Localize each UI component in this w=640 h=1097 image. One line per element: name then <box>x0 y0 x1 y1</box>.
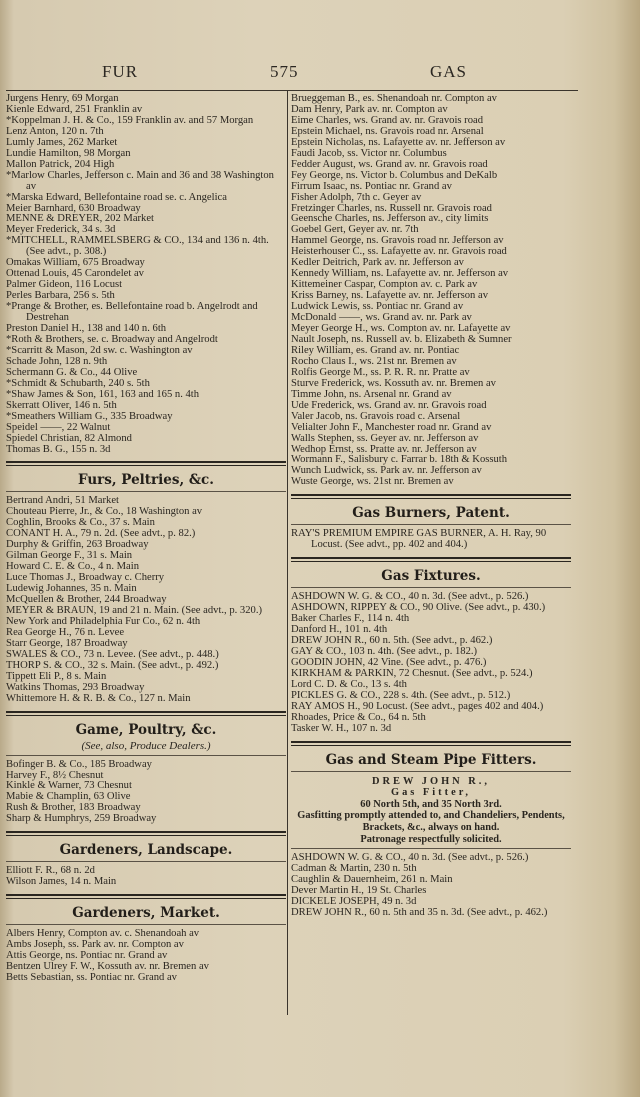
section-rule <box>291 524 571 525</box>
directory-entry: Wedhop Ernst, ss. Pratte av. nr. Jefferson av <box>291 443 477 455</box>
directory-entry: Eime Charles, ws. Grand av. nr. Gravois road <box>291 114 484 126</box>
directory-entry: Heisterhouser C., ss. Lafayette av. nr. Gravois road <box>291 246 507 258</box>
directory-entry: Fedder August, ws. Grand av. nr. Gravois road <box>291 158 488 170</box>
directory-entry: Watkins Thomas, 293 Broadway <box>6 681 145 693</box>
directory-entry: Hammel George, ns. Gravois road nr. Jefferson av <box>291 235 504 247</box>
running-head-left: FUR <box>102 62 139 81</box>
section-heading: Gardeners, Market. <box>72 905 220 922</box>
section-heading: Game, Poultry, &c. <box>75 721 217 738</box>
directory-entry: *MITCHELL, RAMMELSBERG & CO., 134 and 136 n. 4th. (See advt., p. 308.) <box>6 235 269 258</box>
directory-section <box>6 831 286 888</box>
directory-entry: Elliott F. R., 68 n. 2d <box>6 865 95 877</box>
directory-entry: Ambs Joseph, ss. Park av. nr. Compton av <box>6 939 184 951</box>
directory-entry: *Scarritt & Mason, 2d sw. c. Washington av <box>6 344 193 356</box>
directory-entry: Ludewig Johannes, 35 n. Main <box>6 583 137 595</box>
directory-entry: Fey George, ns. Victor b. Columbus and DeKalb <box>291 169 498 181</box>
directory-entry: Geensche Charles, ns. Jefferson av., city limits <box>291 213 489 225</box>
left-column <box>6 94 286 984</box>
directory-entry: GOODIN JOHN, 42 Vine. (See advt., p. 476.) <box>291 656 487 668</box>
section-rule <box>6 491 286 492</box>
directory-entry: DICKELE JOSEPH, 49 n. 3d <box>291 895 417 907</box>
ad-body: Gasfitting promptly attended to, and Chandeliers, Pendents, Brackets, &c., always on hand. <box>297 810 565 833</box>
directory-entry: Kennedy William, ns. Lafayette av. nr. Jefferson av <box>291 268 509 280</box>
directory-entry: Baker Charles F., 114 n. 4th <box>291 613 410 625</box>
directory-entry: RAY'S PREMIUM EMPIRE GAS BURNER, A. H. Ray, 90 Locust. (See advt., pp. 402 and 404.) <box>291 528 547 551</box>
directory-entry: Mabie & Champlin, 63 Olive <box>6 791 131 803</box>
directory-entry: Rhoades, Price & Co., 64 n. 5th <box>291 711 426 723</box>
directory-entry: Meyer Frederick, 34 s. 3d <box>6 224 116 236</box>
section-subheading: (See, also, Produce Dealers.) <box>81 739 211 752</box>
directory-entry: Albers Henry, Compton av. c. Shenandoah av <box>6 928 200 940</box>
directory-entry: Kriss Barney, ns. Lafayette av. nr. Jefferson av <box>291 290 488 302</box>
directory-entry: SWALES & CO., 73 n. Levee. (See advt., p. 448.) <box>6 648 219 660</box>
directory-entry: Wuste George, ws. 21st nr. Bremen av <box>291 476 454 488</box>
directory-entry: Brueggeman B., es. Shenandoah nr. Compton av <box>291 93 497 104</box>
directory-entry: Wormann F., Salisbury c. Farrar b. 18th & Kossuth <box>291 454 508 466</box>
section-double-rule <box>291 741 571 746</box>
directory-entry: Preston Daniel H., 138 and 140 n. 6th <box>6 323 167 335</box>
directory-entry: Ottenad Louis, 45 Carondelet av <box>6 268 144 280</box>
directory-entry: Kedler Deitrich, Park av. nr. Jefferson av <box>291 257 464 269</box>
directory-entry: Bofinger B. & Co., 185 Broadway <box>6 758 152 770</box>
directory-entry: *Smeathers William G., 335 Broadway <box>6 410 173 422</box>
running-head-right: GAS <box>430 62 468 81</box>
directory-entry: Schermann G. & Co., 44 Olive <box>6 366 138 378</box>
directory-entry: DREW JOHN R., 60 n. 5th and 35 n. 3d. (See advt., p. 462.) <box>291 906 548 918</box>
directory-entry: Gilman George F., 31 s. Main <box>6 550 133 562</box>
directory-entry: Valer Jacob, ns. Gravois road c. Arsenal <box>291 410 461 422</box>
section-double-rule <box>6 831 286 836</box>
directory-entry: New York and Philadelphia Fur Co., 62 n. 4th <box>6 615 201 627</box>
advertisement-box <box>291 776 571 846</box>
directory-entry: Whittemore H. & R. B. & Co., 127 n. Main <box>6 692 191 704</box>
section-double-rule <box>291 557 571 562</box>
directory-section <box>6 94 286 455</box>
section-heading: Gas and Steam Pipe Fitters. <box>325 751 537 768</box>
directory-entry: McDonald ——, ws. Grand av. nr. Park av <box>291 312 472 324</box>
directory-entry: Omakas William, 675 Broadway <box>6 257 145 269</box>
directory-entry: Palmer Gideon, 116 Locust <box>6 279 123 291</box>
directory-entry: Dam Henry, Park av. nr. Compton av <box>291 103 448 115</box>
directory-entry: Spiedel Christian, 82 Almond <box>6 432 132 444</box>
directory-entry: ASHDOWN, RIPPEY & CO., 90 Olive. (See advt., p. 430.) <box>291 602 546 614</box>
directory-entry: Tippett Eli P., 8 s. Main <box>6 670 107 682</box>
directory-entry: Lundie Hamilton, 98 Morgan <box>6 147 131 159</box>
directory-entry: Caughlin & Dauernheim, 261 n. Main <box>291 874 453 886</box>
directory-entry: MENNE & DREYER, 202 Market <box>6 213 155 225</box>
directory-entry: Fisher Adolph, 7th c. Geyer av <box>291 191 422 203</box>
section-double-rule <box>6 894 286 899</box>
ad-name: DREW JOHN R., <box>372 775 490 787</box>
directory-entry: Ude Frederick, ws. Grand av. nr. Gravois road <box>291 399 487 411</box>
directory-entry: Faudi Jacob, ss. Victor nr. Columbus <box>291 147 447 159</box>
directory-section <box>291 741 571 919</box>
directory-entry: *Schmidt & Schubarth, 240 s. 5th <box>6 377 150 389</box>
directory-entry: Mallon Patrick, 204 High <box>6 158 115 170</box>
directory-entry: Durphy & Griffin, 263 Broadway <box>6 539 149 551</box>
directory-entry: ASHDOWN W. G. & CO., 40 n. 3d. (See advt., p. 526.) <box>291 852 529 864</box>
directory-entry: Velialter John F., Manchester road nr. Grand av <box>291 421 492 433</box>
top-rule <box>6 90 578 91</box>
section-heading: Gardeners, Landscape. <box>59 842 233 859</box>
directory-entry: PICKLES G. & CO., 228 s. 4th. (See advt., p. 512.) <box>291 689 511 701</box>
directory-entry: Danford H., 101 n. 4th <box>291 624 388 636</box>
directory-entry: Skerratt Oliver, 146 n. 5th <box>6 399 117 411</box>
section-rule <box>291 771 571 772</box>
directory-entry: Epstein Michael, ns. Gravois road nr. Arsenal <box>291 125 484 137</box>
directory-entry: Goebel Gert, Geyer av. nr. 7th <box>291 224 419 236</box>
section-rule <box>6 861 286 862</box>
directory-section <box>291 94 571 488</box>
section-rule <box>291 848 571 849</box>
directory-entry: Thomas B. G., 155 n. 3d <box>6 443 111 455</box>
ad-address: 60 North 5th, and 35 North 3rd. <box>360 798 502 810</box>
directory-entry: DREW JOHN R., 60 n. 5th. (See advt., p. 462.) <box>291 635 493 647</box>
directory-entry: ASHDOWN W. G. & CO., 40 n. 3d. (See advt., p. 526.) <box>291 591 529 603</box>
directory-entry: Lord C. D. & Co., 13 s. 4th <box>291 678 407 690</box>
directory-entry: Meier Barnhard, 630 Broadway <box>6 202 141 214</box>
directory-entry: *Shaw James & Son, 161, 163 and 165 n. 4th <box>6 388 200 400</box>
directory-entry: Kinkle & Warner, 73 Chesnut <box>6 780 132 792</box>
directory-entry: KIRKHAM & PARKIN, 72 Chesnut. (See advt., p. 524.) <box>291 667 533 679</box>
directory-section <box>6 461 286 704</box>
directory-section <box>6 894 286 984</box>
directory-entry: Howard C. E. & Co., 4 n. Main <box>6 561 140 573</box>
directory-entry: Tasker W. H., 107 n. 3d <box>291 722 392 734</box>
section-rule <box>6 755 286 756</box>
directory-entry: Riley William, es. Grand av. nr. Pontiac <box>291 344 460 356</box>
directory-entry: *Prange & Brother, es. Bellefontaine road b. Angelrodt and Destrehan <box>6 301 258 324</box>
column-divider <box>287 90 288 1015</box>
section-double-rule <box>6 711 286 716</box>
directory-entry: Walls Stephen, ss. Geyer av. nr. Jefferson av <box>291 432 479 444</box>
section-rule <box>6 924 286 925</box>
directory-entry: Attis George, ns. Pontiac nr. Grand av <box>6 950 168 962</box>
directory-entry: Schade John, 128 n. 9th <box>6 355 108 367</box>
directory-entry: Rush & Brother, 183 Broadway <box>6 802 141 814</box>
directory-entry: Lenz Anton, 120 n. 7th <box>6 125 104 137</box>
directory-entry: MEYER & BRAUN, 19 and 21 n. Main. (See advt., p. 320.) <box>6 604 262 616</box>
directory-entry: Luce Thomas J., Broadway c. Cherry <box>6 572 165 584</box>
directory-entry: Bertrand Andri, 51 Market <box>6 495 119 507</box>
directory-entry: Kittemeiner Caspar, Compton av. c. Park av <box>291 279 478 291</box>
directory-entry: Epstein Nicholas, ns. Lafayette av. nr. Jefferson av <box>291 136 506 148</box>
directory-entry: Nault Joseph, ns. Russell av. b. Elizabeth & Sumner <box>291 333 512 345</box>
directory-entry: Cadman & Martin, 230 n. 5th <box>291 863 417 875</box>
directory-entry: Jurgens Henry, 69 Morgan <box>6 93 119 104</box>
directory-entry: Rolfis George M., ss. P. R. R. nr. Pratte av <box>291 366 470 378</box>
directory-entry: *Koppelman J. H. & Co., 159 Franklin av. and 57 Morgan <box>6 114 254 126</box>
directory-entry: Chouteau Pierre, Jr., & Co., 18 Washington av <box>6 506 203 518</box>
directory-section <box>291 494 571 551</box>
directory-entry: *Marska Edward, Bellefontaine road se. c. Angelica <box>6 191 227 203</box>
directory-entry: Bentzen Ulrey F. W., Kossuth av. nr. Bremen av <box>6 961 209 973</box>
section-double-rule <box>291 494 571 499</box>
directory-entry: Harvey F., 8½ Chesnut <box>6 769 104 781</box>
directory-entry: Perles Barbara, 256 s. 5th <box>6 290 115 302</box>
section-heading: Gas Fixtures. <box>381 568 481 585</box>
directory-entry: Wunch Ludwick, ss. Park av. nr. Jefferson av <box>291 465 482 477</box>
directory-entry: McQuellen & Brother, 244 Broadway <box>6 594 167 606</box>
directory-entry: Betts Sebastian, ss. Pontiac nr. Grand av <box>6 972 177 983</box>
directory-entry: Starr George, 187 Broadway <box>6 637 128 649</box>
directory-entry: Rea George H., 76 n. Levee <box>6 626 125 638</box>
directory-entry: Sharp & Humphrys, 259 Broadway <box>6 813 157 825</box>
directory-entry: Wilson James, 14 n. Main <box>6 876 117 888</box>
ad-trade: Gas Fitter, <box>391 787 471 799</box>
directory-entry: GAY & CO., 103 n. 4th. (See advt., p. 182.) <box>291 645 478 657</box>
section-heading: Furs, Peltries, &c. <box>78 472 214 489</box>
directory-section <box>291 557 571 734</box>
directory-entry: Ludwick Lewis, ss. Pontiac nr. Grand av <box>291 301 464 313</box>
directory-entry: Speidel ——, 22 Walnut <box>6 421 111 433</box>
page-number: 575 <box>270 62 299 81</box>
directory-entry: Coghlin, Brooks & Co., 37 s. Main <box>6 517 155 529</box>
directory-entry: THORP S. & CO., 32 s. Main. (See advt., p. 492.) <box>6 659 219 671</box>
directory-entry: CONANT H. A., 79 n. 2d. (See advt., p. 82.) <box>6 528 196 540</box>
right-column <box>291 94 571 919</box>
directory-entry: Firrum Isaac, ns. Pontiac nr. Grand av <box>291 180 452 192</box>
directory-section <box>6 711 286 826</box>
directory-entry: *Marlow Charles, Jefferson c. Main and 36 and 38 Washington av <box>6 169 274 192</box>
directory-entry: Lumly James, 262 Market <box>6 136 118 148</box>
directory-entry: Sturve Frederick, ws. Kossuth av. nr. Bremen av <box>291 377 496 389</box>
section-heading: Gas Burners, Patent. <box>352 505 510 522</box>
directory-entry: Meyer George H., ws. Compton av. nr. Lafayette av <box>291 323 511 335</box>
directory-entry: Kienle Edward, 251 Franklin av <box>6 103 143 115</box>
directory-entry: Timme John, ns. Arsenal nr. Grand av <box>291 388 452 400</box>
directory-entry: Rocho Claus I., ws. 21st nr. Bremen av <box>291 355 457 367</box>
directory-entry: Dever Martin H., 19 St. Charles <box>291 885 427 897</box>
directory-entry: RAY AMOS H., 90 Locust. (See advt., pages 402 and 404.) <box>291 700 544 712</box>
section-rule <box>291 587 571 588</box>
directory-entry: Fretzinger Charles, ns. Russell nr. Gravois road <box>291 202 492 214</box>
section-double-rule <box>6 461 286 466</box>
directory-entry: *Roth & Brothers, se. c. Broadway and Angelrodt <box>6 333 218 345</box>
ad-closing: Patronage respectfully solicited. <box>360 833 502 845</box>
